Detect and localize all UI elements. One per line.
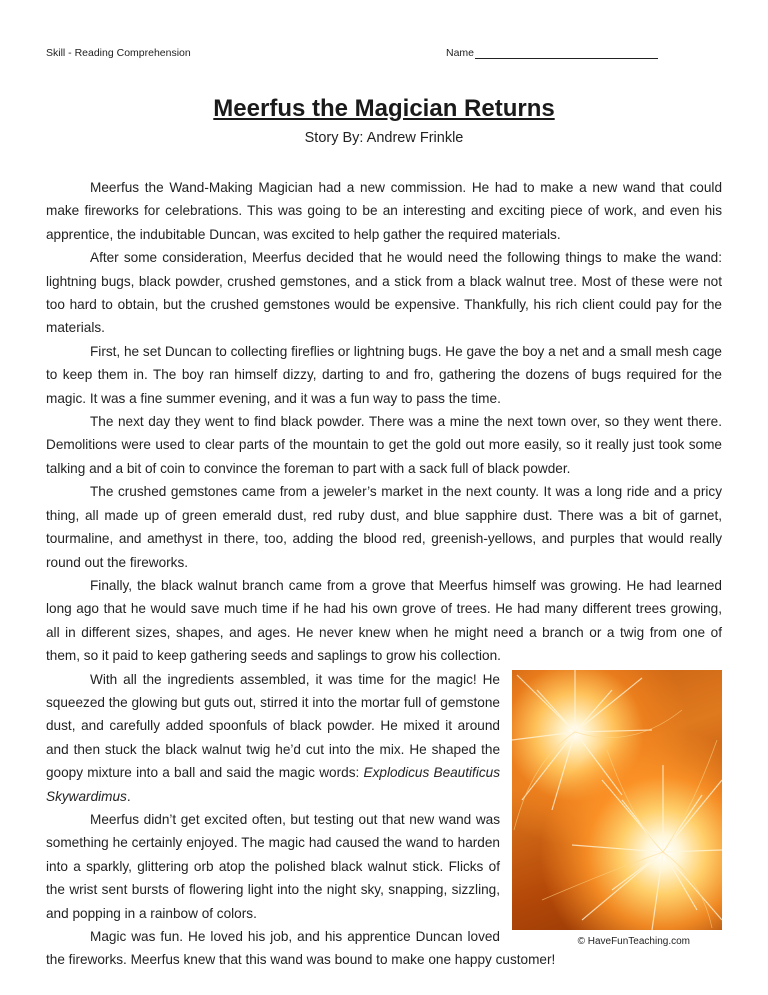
magic-words: Explodicus Beautificus Skywardimus	[46, 765, 500, 804]
story-paragraph-1: Meerfus the Wand-Making Magician had a new commission. He had to make a new wand that could make fireworks for celebrations. This was going to be an interesting and exciting piece of work, and even his apprentice, the indubitable Duncan, was excited to help gather the required materials.	[46, 180, 722, 242]
name-field	[446, 47, 658, 59]
magic-paragraph-end: .	[126, 788, 131, 804]
worksheet-header	[46, 47, 722, 63]
copyright-footer: © HaveFunTeaching.com	[577, 936, 690, 947]
fireworks-image	[512, 670, 722, 930]
story-paragraph-6: Finally, the black walnut branch came from a grove that Meerfus himself was growing. He had learned long ago that he would save much time if he had his own grove of trees. He had many different trees growing, all in different sizes, shapes, and ages. He never knew when he might need a branch or a twig from one of them, so it paid to keep gathering seeds and saplings to grow his collection.	[46, 577, 722, 664]
name-blank-line	[475, 47, 658, 59]
story-paragraph-2: After some consideration, Meerfus decided that he would need the following things to make the wand: lightning bugs, black powder, crushed gemstones, and a stick from a black walnut tree. Most of these were not too hard to obtain, but the crushed gemstones would be expensive. Thankfully, his rich client could pay for the materials.	[46, 250, 722, 336]
story-title: Meerfus the Magician Returns	[213, 95, 555, 122]
story-paragraph-4: The next day they went to find black powder. There was a mine the next town over, so they went there. Demolitions were used to clear parts of the mountain to get the gold out more easily, so it really just took some talking and a bit of coin to convince the foreman to part with a sack full of black powder.	[46, 414, 722, 476]
fireworks-sparks	[512, 670, 722, 930]
story-paragraph-3: First, he set Duncan to collecting fireflies or lightning bugs. He gave the boy a net and a small mesh cage to keep them in. The boy ran himself dizzy, darting to and fro, gathering the dozens of bugs required for the magic. It was a fine summer evening, and it was a fun way to pass the time.	[46, 343, 722, 406]
skill-label: Skill - Reading Comprehension	[46, 47, 191, 59]
name-label: Name	[446, 47, 475, 59]
story-paragraph-8: Meerfus didn’t get excited often, but testing out that new wand was something he certainly enjoyed. The magic had caused the wand to harden into a sparkly, glittering orb atop the polished black walnut stick. Flicks of the wrist sent bursts of flowering light into the night sky, snapping, sizzling, and popping in a rainbow of colors.	[46, 811, 500, 921]
magic-paragraph-text: With all the ingredients assembled, it was time for the magic! He squeezed the glowing but guts out, stirred it into the mortar full of gemstone dust, and carefully added spoonfuls of black powder. He mixed it around and then stuck the black walnut twig he’d cut into the mix. He shaped the goopy mixture into a ball and said the magic words:	[46, 671, 500, 781]
story-paragraph-5: The crushed gemstones came from a jeweler’s market in the next county. It was a long ride and a pricy thing, all made up of green emerald dust, red ruby dust, and blue sapphire dust. There was a bit of garnet, tourmaline, and amethyst in there, too, adding the blood red, greenish-yellows, and purples that would really round out the fireworks.	[46, 484, 722, 570]
story-paragraph-9: Magic was fun. He loved his job, and his apprentice Duncan loved the fireworks. Meerfus knew that this wand was bound to make one happy customer!	[46, 929, 556, 968]
story-byline: Story By: Andrew Frinkle	[304, 130, 464, 146]
story-body	[46, 176, 722, 972]
